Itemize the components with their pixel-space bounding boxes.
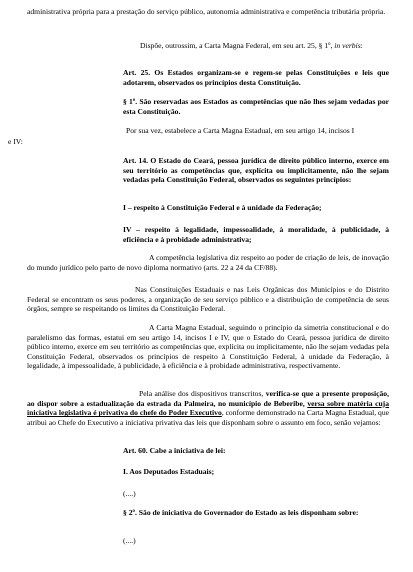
quote-art14: Art. 14. O Estado do Ceará, pessoa jurídica de direito público interno, exerce em seu território as competências que, explícita ou implicitamente, não lhe sejam vedadas pela Constituição Federal, observados os seguintes princípios: [123, 156, 389, 185]
analise-intro: Pela análise dos dispositivos transcritos, [139, 389, 264, 398]
quote-art25: Art. 25. Os Estados organizam-se e regem-se pelas Constituições e leis que adotarem, observados os princípios desta Constituição. [123, 68, 389, 87]
quote-ellipsis-2: (....) [123, 536, 136, 545]
quote-ellipsis-1: (....) [123, 489, 136, 498]
paragraph-nas-constituicoes: Nas Constituições Estaduais e nas Leis Orgânicas dos Municípios e do Distrito Federal se encontram os seus poderes, a organização de seu serviço público e a distribuição de competência de seus órgãos, sempre se respeitando os limites da Constituição Federal. [27, 285, 389, 314]
analise-underlined: versa sobre matéria cuja iniciativa legislativa é privativa do chefe do Poder Executivo [27, 398, 389, 418]
paragraph-por-sua-vez: Por sua vez, estabelece a Carta Magna Estadual, em seu artigo 14, incisos I [126, 126, 355, 135]
analise-bold: verifica-se que a presente proposição, ao dispor sobre a estadualização da estrada da Palmeira, no município de Beberibe, [27, 389, 389, 408]
analise-rest: , conforme demonstrado na Carta Magna Estadual, que atribui ao Chefe do Executivo a iniciativa privativa das leis que disponham sobre o assunto em foco, senão vejamos: [27, 408, 389, 427]
quote-inciso-i: I – respeito à Constituição Federal e à unidade da Federação; [123, 203, 322, 212]
quote-paragraph2: § 2º. São de iniciativa do Governador do Estado as leis disponham sobre: [123, 508, 359, 517]
paragraph-dispoe [140, 41, 390, 51]
paragraph-top: administrativa própria para a prestação do serviço público, autonomia administrativa e competência tributária própria. [27, 7, 386, 16]
dispoe-text: Dispõe, outrossim, a Carta Magna Federal, em seu art. 25, § 1º, [140, 41, 333, 50]
in-verbis: in verbis [334, 41, 361, 50]
quote-art60: Art. 60. Cabe a iniciativa de lei: [123, 446, 226, 455]
quote-deputados: I. Aos Deputados Estaduais; [123, 467, 215, 476]
quote-paragraph1: § 1º. São reservadas aos Estados as competências que não lhes sejam vedadas por esta Constituição. [123, 97, 389, 116]
dispoe-colon: : [360, 41, 363, 50]
paragraph-carta-magna: A Carta Magna Estadual, seguindo o princípio da simetria constitucional e do paralelismo das formas, estatui em seu artigo 14, incisos I e IV, que o Estado do Ceará, pessoa jurídica de direito público interno, exerce em seu território as competências que, explícita ou implicitamente, não lhe sejam vedadas pela Constituição Federal, observados os princípios de respeito à Constituição Federal, à unidade da Federação, à legalidade, à impessoalidade, à publicidade, à eficiência e à probidade administrativa, respectivamente. [27, 323, 389, 371]
paragraph-competencia: A competência legislativa diz respeito ao poder de criação de leis, de inovação do mundo jurídico pelo parto de novo diploma normativo (arts. 22 a 24 da CF/88). [27, 253, 389, 272]
paragraph-e-iv: e IV: [8, 137, 23, 146]
paragraph-analise [27, 389, 389, 427]
quote-inciso-iv: IV – respeito à legalidade, impessoalidade, à moralidade, à publicidade, à eficiência e à probidade administrativa; [123, 225, 389, 244]
